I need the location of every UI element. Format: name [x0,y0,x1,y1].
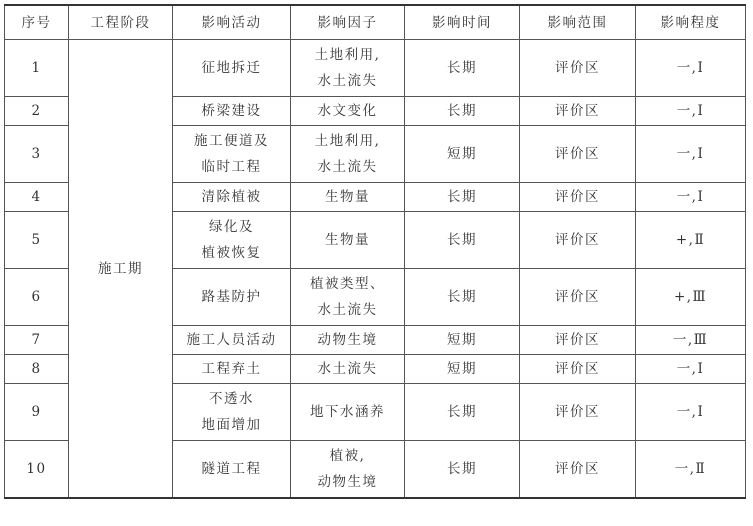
activity-cell: 不透水 地面增加 [173,384,291,441]
factor-cell: 生物量 [291,212,405,269]
degree-cell: 一,Ⅰ [636,384,746,441]
degree-cell: 一,Ⅱ [636,441,746,499]
activity-cell: 绿化及 植被恢复 [173,212,291,269]
scope-cell: 评价区 [520,126,636,183]
time-cell: 长期 [405,384,520,441]
time-cell: 短期 [405,126,520,183]
time-cell: 短期 [405,355,520,384]
degree-cell: 一,Ⅰ [636,40,746,97]
header-cell-stage: 工程阶段 [69,5,173,40]
header-cell-activity: 影响活动 [173,5,291,40]
factor-cell: 土地利用, 水土流失 [291,126,405,183]
scope-cell: 评价区 [520,326,636,355]
activity-cell: 施工人员活动 [173,326,291,355]
row-number: 8 [5,355,69,384]
row-number: 9 [5,384,69,441]
degree-cell: 一,Ⅰ [636,126,746,183]
scope-cell: 评价区 [520,269,636,326]
scope-cell: 评价区 [520,384,636,441]
row-number: 5 [5,212,69,269]
header-cell-no: 序号 [5,5,69,40]
time-cell: 长期 [405,212,520,269]
scope-cell: 评价区 [520,212,636,269]
activity-cell: 施工便道及 临时工程 [173,126,291,183]
table-header-row [5,5,746,40]
row-number: 3 [5,126,69,183]
factor-cell: 地下水涵养 [291,384,405,441]
factor-cell: 土地利用, 水土流失 [291,40,405,97]
scope-cell: 评价区 [520,441,636,499]
header-cell-degree: 影响程度 [636,5,746,40]
factor-cell: 植被, 动物生境 [291,441,405,499]
row-number: 2 [5,97,69,126]
activity-cell: 桥梁建设 [173,97,291,126]
factor-cell: 植被类型、 水土流失 [291,269,405,326]
time-cell: 长期 [405,40,520,97]
degree-cell: 一,Ⅰ [636,355,746,384]
degree-cell: 一,Ⅰ [636,183,746,212]
header-cell-time: 影响时间 [405,5,520,40]
activity-cell: 隧道工程 [173,441,291,499]
header-cell-scope: 影响范围 [520,5,636,40]
scope-cell: 评价区 [520,40,636,97]
degree-cell: 一,Ⅰ [636,97,746,126]
row-number: 10 [5,441,69,499]
table-row [5,40,746,97]
row-number: 4 [5,183,69,212]
factor-cell: 生物量 [291,183,405,212]
factor-cell: 动物生境 [291,326,405,355]
stage-cell: 施工期 [69,40,173,499]
activity-cell: 工程弃土 [173,355,291,384]
time-cell: 长期 [405,269,520,326]
time-cell: 长期 [405,183,520,212]
row-number: 1 [5,40,69,97]
factor-cell: 水土流失 [291,355,405,384]
degree-cell: 一,Ⅲ [636,326,746,355]
time-cell: 长期 [405,97,520,126]
impact-table-container [4,4,746,499]
impact-table [4,4,746,499]
degree-cell: +,Ⅱ [636,212,746,269]
factor-cell: 水文变化 [291,97,405,126]
header-cell-factor: 影响因子 [291,5,405,40]
row-number: 7 [5,326,69,355]
activity-cell: 清除植被 [173,183,291,212]
time-cell: 短期 [405,326,520,355]
scope-cell: 评价区 [520,97,636,126]
degree-cell: +,Ⅲ [636,269,746,326]
activity-cell: 征地拆迁 [173,40,291,97]
scope-cell: 评价区 [520,183,636,212]
time-cell: 长期 [405,441,520,499]
scope-cell: 评价区 [520,355,636,384]
row-number: 6 [5,269,69,326]
activity-cell: 路基防护 [173,269,291,326]
